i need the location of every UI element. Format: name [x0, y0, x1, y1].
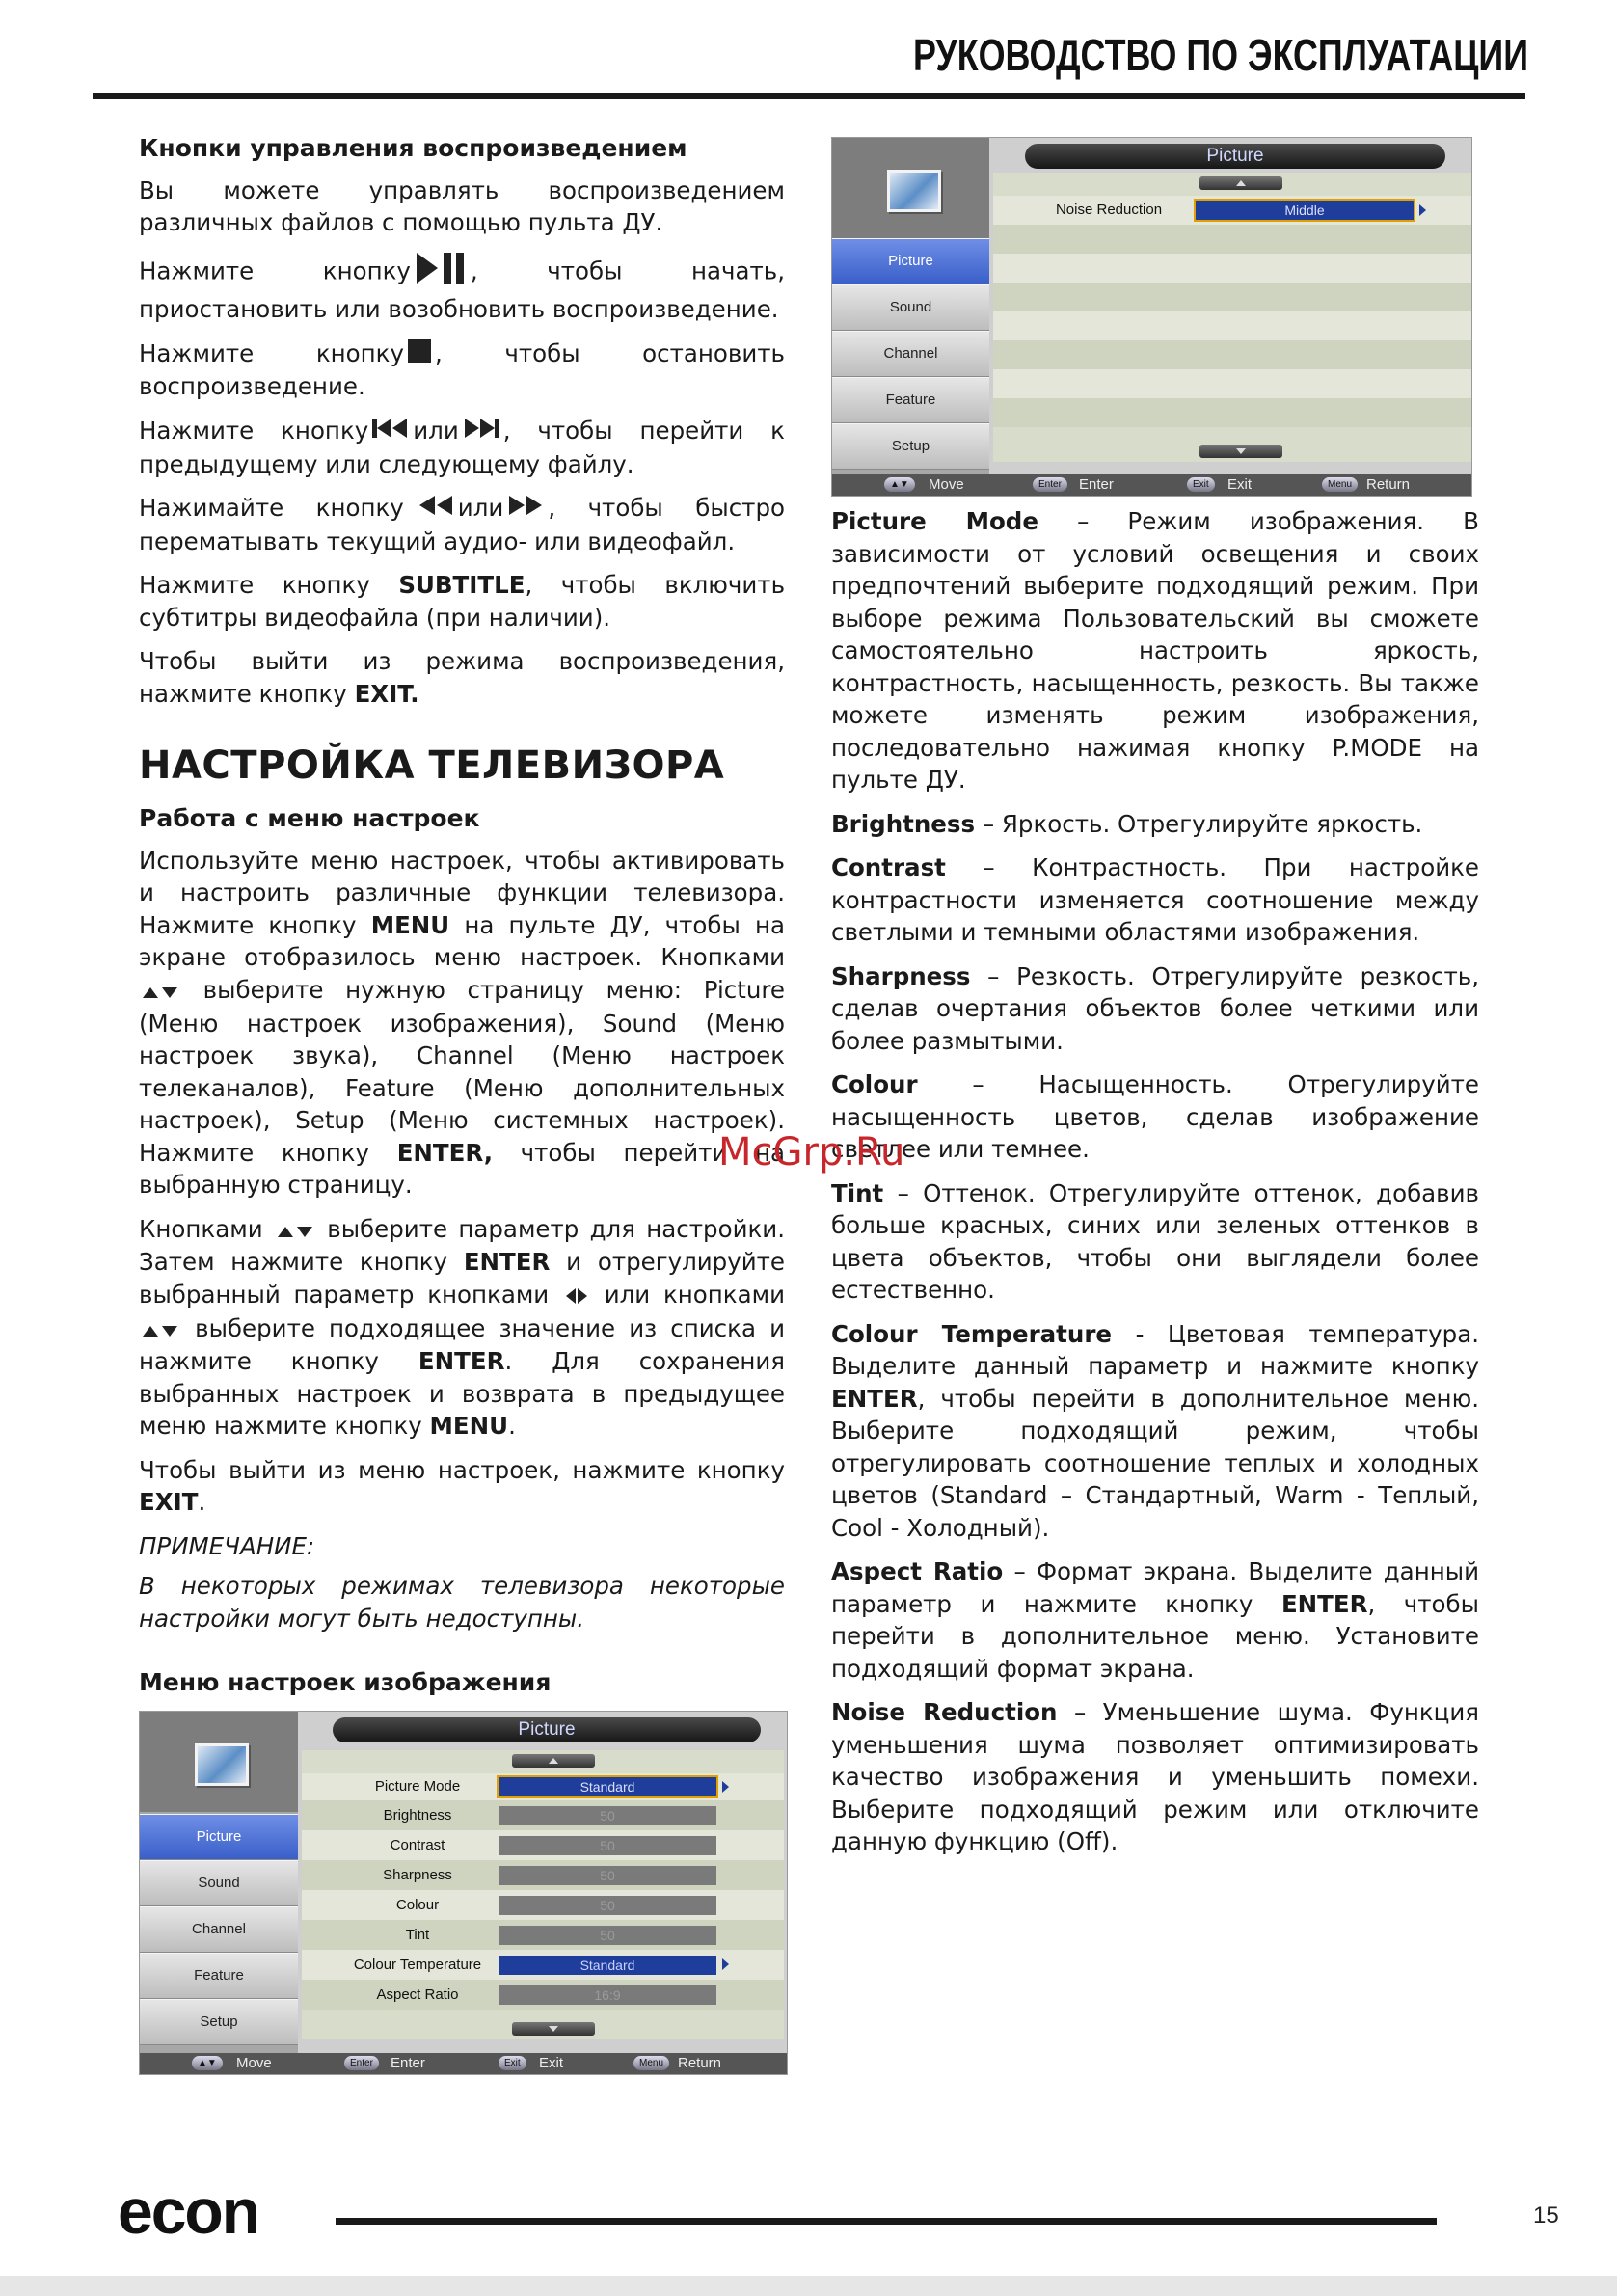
enter-key: Enter — [1033, 477, 1067, 492]
menu-row[interactable]: Colour Temperature Standard — [302, 1950, 784, 1980]
definition-noise-reduction: Noise Reduction – Уменьшение шума. Функция уменьшения шума позволяет оптимизировать качество изображения и уменьшить помехи. Выберите подходящий режим или отключите данную функцию (Off). — [831, 1698, 1479, 1855]
osd-tab-setup[interactable]: Setup — [832, 423, 989, 470]
menu-row[interactable]: Contrast 50 — [302, 1830, 784, 1860]
up-down-arrows-icon — [143, 975, 177, 1008]
watermark: McGrp.Ru — [718, 1130, 905, 1175]
osd-footer: ▲▼ Move Enter Enter Exit Exit Menu Return — [140, 2053, 787, 2074]
osd-tab-setup[interactable]: Setup — [140, 1999, 298, 2045]
scroll-down-button[interactable] — [512, 2022, 595, 2036]
osd-tab-feature[interactable]: Feature — [832, 377, 989, 423]
paragraph: Кнопками выберите параметр для настройки. Затем нажмите кнопку ENTER и отрегулируйте выбранный параметр кнопками или кнопками выберите подходящее значение из списка и нажмите кнопку ENTER. Для сохранения выбранных настроек и возврата в предыдущее меню нажмите кнопку MENU. — [139, 1214, 786, 1441]
arrow-right-icon — [1419, 204, 1426, 216]
bottom-bar — [0, 2276, 1617, 2296]
section-title: НАСТРОЙКА ТЕЛЕВИЗОРА — [139, 743, 725, 789]
picture-menu-heading: Меню настроек изображения — [139, 1668, 552, 1696]
menu-row[interactable]: Noise Reduction Middle — [993, 196, 1471, 225]
picture-icon — [195, 1743, 249, 1786]
menu-row[interactable]: Brightness 50 — [302, 1800, 784, 1830]
exit-key: Exit — [499, 2056, 526, 2070]
osd-sidebar — [832, 138, 989, 474]
left-right-arrows-icon — [566, 1280, 587, 1312]
up-down-arrows-icon — [278, 1214, 312, 1247]
note-text: В некоторых режимах телевизора некоторые настройки могут быть недоступны. — [139, 1572, 785, 1633]
paragraph: Нажмите кнопку , чтобы остановить воспроизведение. — [139, 338, 785, 401]
menu-row — [993, 254, 1471, 283]
previous-icon — [372, 416, 409, 448]
arrow-right-icon — [722, 1781, 729, 1793]
osd-picture-menu — [139, 1711, 788, 2075]
page-number: 15 — [1533, 2202, 1559, 2228]
menu-row — [993, 369, 1471, 398]
menu-heading: Работа с меню настроек — [139, 804, 480, 833]
definition-brightness: Brightness – Яркость. Отрегулируйте яркость. — [831, 809, 1423, 838]
osd-tab-feature[interactable]: Feature — [140, 1953, 298, 1999]
menu-row[interactable]: Sharpness 50 — [302, 1860, 784, 1890]
menu-row — [993, 398, 1471, 427]
menu-row[interactable]: Picture Mode Standard — [302, 1773, 784, 1800]
osd-title: Picture — [333, 1717, 761, 1742]
menu-row — [993, 283, 1471, 311]
paragraph: Чтобы выйти из меню настроек, нажмите кнопку EXIT. — [139, 1455, 785, 1517]
osd-tab-sound[interactable]: Sound — [832, 284, 989, 331]
playback-heading: Кнопки управления воспроизведением — [139, 134, 687, 162]
osd-tab-channel[interactable]: Channel — [140, 1906, 298, 1953]
definition-picture-mode: Picture Mode – Режим изображения. В зависимости от условий освещения и своих предпочтений выберите подходящий режим. При выборе режима Пользовательский вы сможете самостоятельно настроить яркость, контрастность, насыщенность, резкость. Вы также можете изменять режим изображения, последовательно нажимая кнопку P.MODE на пульте ДУ. — [831, 507, 1479, 794]
fast-forward-icon — [507, 493, 544, 526]
menu-row — [993, 311, 1471, 340]
definition-tint: Tint – Оттенок. Отрегулируйте оттенок, добавив больше красных, синих или зеленых оттенков в цвета объектов, чтобы они выглядели более естественно. — [831, 1178, 1479, 1304]
paragraph: Чтобы выйти из режима воспроизведения, нажмите кнопку EXIT. — [139, 647, 785, 708]
scroll-up-button[interactable] — [512, 1754, 595, 1768]
osd-logo — [832, 138, 989, 238]
paragraph: Нажимайте кнопку или , чтобы быстро перематывать текущий аудио- или видеофайл. — [139, 494, 785, 555]
definition-colour: Colour – Насыщенность. Отрегулируйте насыщенность цветов, сделав изображение светлее или темнее. — [831, 1070, 1479, 1163]
paragraph: Нажмите кнопку или , чтобы перейти к предыдущему или следующему файлу. — [139, 416, 785, 478]
osd-content — [993, 173, 1471, 462]
scroll-down-button[interactable] — [1199, 445, 1282, 458]
definition-aspect-ratio: Aspect Ratio – Формат экрана. Выделите данный параметр и нажмите кнопку ENTER, чтобы перейти в дополнительное меню. Установите подходящий формат экрана. — [831, 1557, 1480, 1683]
menu-row[interactable]: Colour 50 — [302, 1890, 784, 1920]
exit-key: Exit — [1187, 477, 1215, 492]
paragraph: Вы можете управлять воспроизведением различных файлов с помощью пульта ДУ. — [139, 176, 785, 236]
menu-key: Menu — [1322, 477, 1358, 492]
definition-contrast: Contrast – Контрастность. При настройке контрастности изменяется соотношение между светлыми и темными областями изображения. — [831, 853, 1480, 946]
scroll-up-button[interactable] — [1199, 176, 1282, 190]
menu-row — [993, 340, 1471, 369]
menu-key: Menu — [633, 2056, 669, 2070]
up-down-arrows-icon — [143, 1313, 177, 1346]
osd-footer: ▲▼ Move Enter Enter Exit Exit Menu Return — [832, 474, 1471, 496]
paragraph: Нажмите кнопку SUBTITLE, чтобы включить субтитры видеофайла (при наличии). — [139, 571, 786, 632]
menu-row — [993, 225, 1471, 254]
osd-logo — [140, 1712, 298, 1812]
osd-title: Picture — [1025, 144, 1445, 169]
osd-tab-picture[interactable]: Picture — [832, 238, 989, 284]
next-icon — [463, 416, 499, 448]
osd-noise-menu — [831, 137, 1472, 497]
picture-icon — [887, 170, 941, 212]
enter-key: Enter — [344, 2056, 379, 2070]
menu-row[interactable]: Aspect Ratio 16:9 — [302, 1980, 784, 2010]
move-key: ▲▼ — [884, 477, 915, 492]
definition-sharpness: Sharpness – Резкость. Отрегулируйте резкость, сделав очертания объектов более четкими или более размытыми. — [831, 961, 1479, 1055]
osd-sidebar — [140, 1712, 298, 2053]
footer-rule — [336, 2218, 1437, 2225]
brand-logo: econ — [118, 2175, 259, 2247]
paragraph: Используйте меню настроек, чтобы активировать и настроить различные функции телевизора. Нажмите кнопку MENU на пульте ДУ, чтобы на экране отобразилось меню настроек. Кнопками выберите нужную страницу меню: Picture (Меню настроек изображения), Sound (Меню настроек звука), Channel (Меню настроек телеканалов), Feature (Меню дополнительных настроек), Setup (Меню системных настроек). Нажмите кнопку ENTER, чтобы перейти на выбранную страницу. — [139, 846, 786, 1199]
paragraph: Нажмите кнопку , чтобы начать, приостановить или возобновить воспроизведение. — [139, 251, 785, 326]
right-column — [831, 505, 1479, 1870]
osd-tab-channel[interactable]: Channel — [832, 331, 989, 377]
arrow-right-icon — [722, 1958, 729, 1970]
osd-tab-sound[interactable]: Sound — [140, 1860, 298, 1906]
rewind-icon — [418, 493, 454, 526]
definition-colour-temperature: Colour Temperature - Цветовая температура. Выделите данный параметр и нажмите кнопку ENTER, чтобы перейти в дополнительное меню. Выберите подходящий режим, чтобы отрегулировать соотношение теплых и холодных цветов (Standard – Стандартный, Warm - Теплый, Cool - Холодный). — [831, 1319, 1480, 1542]
header-rule — [93, 93, 1525, 99]
osd-tab-picture[interactable]: Picture — [140, 1814, 298, 1860]
play-pause-icon — [415, 251, 467, 294]
header-title: РУКОВОДСТВО ПО ЭКСПЛУАТАЦИИ — [912, 30, 1528, 80]
menu-row[interactable]: Tint 50 — [302, 1920, 784, 1950]
osd-content — [302, 1750, 784, 2039]
note-label: ПРИМЕЧАНИЕ: — [139, 1531, 315, 1560]
move-key: ▲▼ — [192, 2056, 223, 2070]
left-column — [139, 132, 785, 1646]
stop-icon — [408, 338, 431, 371]
